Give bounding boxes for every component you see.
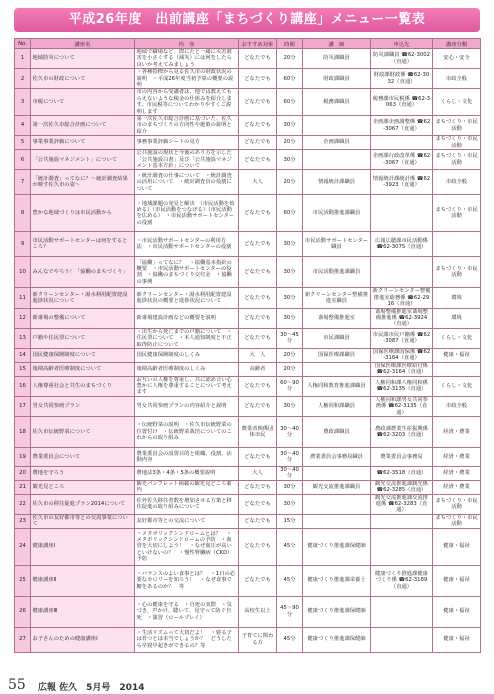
column-header-name: 講座名 <box>31 39 135 49</box>
cell-target: どなたでも <box>239 448 277 467</box>
cell-content: ・メタボリックシンドロームとは？ ・メタボリックシンドロームの予防 ・血管を大切にしよう！ ・なぜ血圧が高いといけないの？ ・慢性腎臓病（CKD）予防 <box>135 528 239 565</box>
cell-name: 「統計調査」ってなに？～統計調査結果が映す佐久市の姿～ <box>31 170 135 195</box>
cell-no: 10 <box>15 257 31 288</box>
cell-lecturer: 人権同和課職員 <box>303 396 371 416</box>
cell-time: 15分 <box>277 514 303 528</box>
cell-contact <box>371 596 433 627</box>
cell-time: 30分 <box>277 480 303 494</box>
cell-contact: 財政課財政係 ☎62-3032（直通） <box>371 69 433 89</box>
cell-category: まちづくり・市民活動 <box>433 116 481 136</box>
cell-no: 17 <box>15 396 31 416</box>
cell-category: 市政全般 <box>433 396 481 416</box>
cell-content: 新クリーンセンター・湯水利用配置建設進捗状況の概要と進捗状況について <box>135 288 239 308</box>
table-header-row <box>15 39 481 49</box>
cell-content: 男女共同参画プランの内容紹介と説明 <box>135 396 239 416</box>
cell-no: 25 <box>15 565 31 596</box>
cell-lecturer <box>303 467 371 481</box>
cell-target: 農業者関係団体市民 <box>239 417 277 448</box>
cell-category: 経済・農業 <box>433 467 481 481</box>
cell-name: 新斎場の整備について <box>31 308 135 328</box>
cell-time: 30～45分 <box>277 328 303 348</box>
table-row <box>15 528 481 565</box>
cell-category: くらし・文化 <box>433 328 481 348</box>
cell-no: 27 <box>15 627 31 652</box>
cell-lecturer: 税務課職員 <box>303 89 371 116</box>
cell-time: 30分 <box>277 308 303 328</box>
cell-content: 観光パンフレット掲載の観光見どころ案内 <box>135 480 239 494</box>
cell-category: 環境 <box>433 308 481 328</box>
cell-target: 大 人 <box>239 348 277 362</box>
cell-lecturer: 農政課職員 <box>303 417 371 448</box>
cell-no: 2 <box>15 69 31 89</box>
cell-contact: 税務課市民税係 ☎62-3063（直通） <box>371 89 433 116</box>
cell-content: お互いの人権を尊重し、共に認め合い心豊かに人権を尊重することについて考えます <box>135 376 239 396</box>
table-row <box>15 596 481 627</box>
cell-contact: 防災課職員 ☎62-3002（直通） <box>371 49 433 69</box>
cell-no: 21 <box>15 480 31 494</box>
page-title: 平成26年度 出前講座「まちづくり講座」メニュー一覧表 <box>14 8 480 32</box>
cell-time: 20分 <box>277 362 303 376</box>
table-row <box>15 480 481 494</box>
cell-category: 経済・農業 <box>433 448 481 467</box>
cell-name: 佐久市の移住促進プラン2014について <box>31 494 135 514</box>
table-row <box>15 328 481 348</box>
cell-no: 5 <box>15 136 31 150</box>
cell-time: 30分 <box>277 232 303 257</box>
table-row <box>15 448 481 467</box>
cell-time: 45分 <box>277 627 303 652</box>
cell-content: ・伝統野菜の説明 ・佐久市伝統野菜の位置付け ・伝統野菜栽培についてのこれからの取り組み <box>135 417 239 448</box>
cell-contact: 情報統計課統計係 ☎62-3923（直通） <box>371 170 433 195</box>
cell-target: どなたでも <box>239 565 277 596</box>
cell-category: 環境 <box>433 288 481 308</box>
cell-no: 22 <box>15 494 31 514</box>
column-header-time: 時間 <box>277 39 303 49</box>
table-row <box>15 376 481 396</box>
cell-no: 7 <box>15 170 31 195</box>
cell-content: 「協働」ってなに？ ・協働基本指針の概要 ・市民活動サポートセンターの役割 ・協働のまちづくり交付金 ・協働の事例 <box>135 257 239 288</box>
cell-no: 16 <box>15 376 31 396</box>
cell-target: どなたでも <box>239 376 277 396</box>
cell-name: 健康講座Ⅲ <box>31 596 135 627</box>
cell-lecturer <box>303 362 371 376</box>
cell-target: 大人 <box>239 170 277 195</box>
cell-time: 30～40分 <box>277 448 303 467</box>
cell-content: 第一次佐久市総合計画に基づいた、佐久市のまちづくりの方向性や施策の説明と紹介 <box>135 116 239 136</box>
table-row <box>15 136 481 150</box>
cell-target: どなたでも <box>239 528 277 565</box>
cell-content: ・生活リズムって大切だよ！ ・寝る子は育つとは本当でしょうか？ どうしたら早寝早起きができるの？等 <box>135 627 239 652</box>
table-row <box>15 308 481 328</box>
cell-time: 60分 <box>277 195 303 232</box>
cell-contact: 国保医療課医療給付係 ☎62-3164（直通） <box>371 362 433 376</box>
table-row <box>15 494 481 514</box>
cell-lecturer: 健康づくり推進課保健師 <box>303 627 371 652</box>
cell-name: 「公共施設マネジメント」について <box>31 150 135 170</box>
cell-name: 国民健康保険制度について <box>31 348 135 362</box>
cell-time: 30～40分 <box>277 417 303 448</box>
cell-target: どなたでも <box>239 494 277 514</box>
cell-no: 9 <box>15 232 31 257</box>
cell-lecturer: 市民活動サポートセンター職員 <box>303 232 371 257</box>
cell-time: 30分 <box>277 494 303 514</box>
cell-content: ・出生から死亡までの戸籍について ・住民票について ・本人通知制度と不正取得防止について <box>135 328 239 348</box>
cell-target: どなたでも <box>239 150 277 170</box>
cell-content: 農業委員会の設置目的と組織、役割、活動内容 <box>135 448 239 467</box>
cell-time: 30～40分 <box>277 467 303 481</box>
cell-target: どなたでも <box>239 396 277 416</box>
cell-time: 30分 <box>277 150 303 170</box>
cell-time: 30分 <box>277 288 303 308</box>
table-row <box>15 150 481 170</box>
cell-name: みんなでやろう！「協働のまちづくり」 <box>31 257 135 288</box>
table-row <box>15 288 481 308</box>
cell-time: 30分 <box>277 116 303 136</box>
cell-time: 20分 <box>277 170 303 195</box>
cell-name: 農地を守ろう <box>31 467 135 481</box>
cell-no: 24 <box>15 528 31 565</box>
cell-contact: 企画課企画調整係 ☎62-3067（直通） <box>371 116 433 136</box>
cell-lecturer: 健康づくり推進課保健師 <box>303 528 371 565</box>
cell-lecturer: 観光交流推進課職員 <box>303 480 371 494</box>
table-row <box>15 514 481 528</box>
cell-lecturer: 国保医療課職員 <box>303 348 371 362</box>
cell-no: 4 <box>15 116 31 136</box>
cell-time: 30分 <box>277 396 303 416</box>
cell-contact <box>371 514 433 528</box>
cell-contact: 人権同和課男女共同参画係 ☎62-3135（直通） <box>371 396 433 416</box>
cell-content: ・市民活動サポートセンターの利用方法 ・市民活動サポートセンターの役割 <box>135 232 239 257</box>
cell-time: 60分 <box>277 69 303 89</box>
cell-lecturer: 新クリーンセンター整備推進室職員 <box>303 288 371 308</box>
cell-time: 20分 <box>277 136 303 150</box>
table-row <box>15 627 481 652</box>
cell-contact: 企画課行政改革係 ☎62-3067（直通） <box>371 150 433 170</box>
column-header-category: 講座分類 <box>433 39 481 49</box>
cell-content: 地域で職場など、際にたと一緒に災害被害を小さくする（減災）には何をしたら良いか考えてみましょう <box>135 49 239 69</box>
cell-name: 観光見どころ <box>31 480 135 494</box>
cell-target: どなたでも <box>239 288 277 308</box>
cell-category: 健康・福祉 <box>433 348 481 362</box>
table-row <box>15 170 481 195</box>
cell-category: まちづくり・市民活動 <box>433 136 481 150</box>
table-row <box>15 257 481 288</box>
cell-no: 8 <box>15 195 31 232</box>
cell-lecturer <box>303 116 371 136</box>
cell-time: 20分 <box>277 348 303 362</box>
cell-target: どなたでも <box>239 480 277 494</box>
cell-name: 健康講座Ⅰ <box>31 528 135 565</box>
cell-name: 地域防災について <box>31 49 135 69</box>
column-header-target: おすすめ対象 <box>239 39 277 49</box>
cell-name: 男女共同参画プラン <box>31 396 135 416</box>
cell-name: 第一次佐久市総合計画について <box>31 116 135 136</box>
table-row <box>15 362 481 376</box>
table-row <box>15 232 481 257</box>
cell-name: 市税について <box>31 89 135 116</box>
cell-category: くらし・文化 <box>433 89 481 116</box>
cell-name: 佐久市の友好都市等との交流事業について <box>31 514 135 528</box>
cell-category: くらし・文化 <box>433 376 481 396</box>
cell-contact: 広報広聴課市民活動係 ☎62-3075（直通） <box>371 232 433 257</box>
column-header-contact: 申込先 <box>371 39 433 49</box>
cell-category: まちづくり・市民活動 <box>433 150 481 170</box>
cell-lecturer: 健康づくり推進課保健師 <box>303 596 371 627</box>
cell-lecturer <box>303 150 371 170</box>
cell-lecturer <box>303 494 371 514</box>
cell-time: 30分 <box>277 257 303 288</box>
cell-lecturer: 防災課職員 <box>303 49 371 69</box>
cell-contact: 斎場整備推進室斎場整備推進係 ☎62-3924（直通） <box>371 308 433 328</box>
cell-target: どなたでも <box>239 308 277 328</box>
cell-name: 佐久市伝統野菜について <box>31 417 135 448</box>
cell-no: 26 <box>15 596 31 627</box>
cell-content: 市の内容から受講者は、他では教えてもらえないような税金の仕組みを紹介します。市民税等についてわかりやすくご説明します <box>135 89 239 116</box>
cell-target: どなたでも <box>239 328 277 348</box>
cell-category: 健康・福祉 <box>433 565 481 596</box>
cell-content: 後期高齢者医療制度のしくみ <box>135 362 239 376</box>
cell-name: 新クリーンセンター・湯水利用配置建設進捗状況について <box>31 288 135 308</box>
cell-contact: 観光交流推進課観光係 ☎62-3285（直通） <box>371 480 433 494</box>
cell-no: 12 <box>15 308 31 328</box>
cell-category: 経済・農業 <box>433 480 481 494</box>
cell-time: 60～90分 <box>277 376 303 396</box>
cell-no: 19 <box>15 448 31 467</box>
cell-name: 豊かな地域づくりは市民活動から <box>31 195 135 232</box>
cell-category: まちづくり・市民活動 <box>433 257 481 288</box>
cell-target: 高齢者 <box>239 362 277 376</box>
cell-lecturer: 農業委員会事務局職員 <box>303 448 371 467</box>
cell-content: ・バランスのよい食事とは？ ・1日の必要なカロリーを知ろう！ ・なぜ食事で糖をあるのか？ 等 <box>135 565 239 596</box>
cell-contact <box>371 257 433 288</box>
cell-lecturer: 財政課職員 <box>303 69 371 89</box>
cell-name: 佐久市の財政について <box>31 69 135 89</box>
cell-name: 健康講座Ⅱ <box>31 565 135 596</box>
footer-bar <box>0 694 494 700</box>
cell-contact: 市民課市民戸籍係 ☎62-3087（直通） <box>371 328 433 348</box>
cell-time: 45分 <box>277 528 303 565</box>
cell-target: どなたでも <box>239 116 277 136</box>
cell-name: 農業委員会について <box>31 448 135 467</box>
cell-lecturer: 市民活動推進課職員 <box>303 257 371 288</box>
cell-no: 1 <box>15 49 31 69</box>
cell-no: 18 <box>15 417 31 448</box>
cell-contact: 新クリーンセンター整備推進室総務係 ☎62-2916（直通） <box>371 288 433 308</box>
cell-target: どなたでも <box>239 195 277 232</box>
page-footer <box>0 672 494 700</box>
cell-content: 事務事業評価シートの見方 <box>135 136 239 150</box>
cell-target: どなたでも <box>239 49 277 69</box>
cell-contact: 人権同和課人権同和係 ☎62-3135（直通） <box>371 376 433 396</box>
cell-target: どなたでも <box>239 257 277 288</box>
cell-content: 佐外佐久移住者数を増加させる方策と移住促進の取り組みについて <box>135 494 239 514</box>
cell-category <box>433 362 481 376</box>
cell-target: どなたでも <box>239 514 277 528</box>
cell-lecturer <box>303 514 371 528</box>
cell-no: 6 <box>15 150 31 170</box>
cell-category: 健康・福祉 <box>433 596 481 627</box>
cell-category: まちづくり・市民活動 <box>433 494 481 514</box>
table-row <box>15 565 481 596</box>
cell-contact <box>371 627 433 652</box>
table-row <box>15 417 481 448</box>
cell-no: 3 <box>15 89 31 116</box>
cell-category: まちづくり・市民活動 <box>433 514 481 528</box>
cell-content: ・心の健康を守る ・自死の実際 ・気づき、声かけ、聴いて、見守って防ぐ自死 ・演習（ロールプレイ） <box>135 596 239 627</box>
table-row <box>15 69 481 89</box>
cell-name: 後期高齢者医療制度について <box>31 362 135 376</box>
cell-content: ・地域課題の発見と解決 （市民活動を始める）（市民活動をつなげる）（市民活動を広める） ・市民活動サポートセンターの役割 <box>135 195 239 232</box>
cell-name: 市民活動サポートセンターは何をするところ？ <box>31 232 135 257</box>
cell-lecturer: 健康づくり推進課栄養士 <box>303 565 371 596</box>
cell-category: 経済・農業 <box>433 417 481 448</box>
table-row <box>15 49 481 69</box>
cell-name: 事業事業評価について <box>31 136 135 150</box>
cell-contact: ☎62-3518（直通） <box>371 467 433 481</box>
cell-content: 友好都市等との交流について <box>135 514 239 528</box>
cell-category: 健康・福祉 <box>433 528 481 565</box>
cell-no: 13 <box>15 328 31 348</box>
cell-no: 11 <box>15 288 31 308</box>
column-header-no: No. <box>15 39 31 49</box>
publication-name: 広報 佐久 5月号 2014 <box>38 683 145 693</box>
cell-category <box>433 232 481 257</box>
cell-name: お子さんのための健康講座Ⅰ <box>31 627 135 652</box>
cell-time: 45～90分 <box>277 596 303 627</box>
cell-lecturer: 市民活動推進課職員 <box>303 195 371 232</box>
cell-contact: 国保医療課国保係 ☎62-3164（直通） <box>371 348 433 362</box>
cell-content: 農地法3条・4条・5条の概要説明 <box>135 467 239 481</box>
cell-category: 健康・福祉 <box>433 627 481 652</box>
cell-name: 人権尊重社会と共生のまちづくり <box>31 376 135 396</box>
cell-category: 安心・安全 <box>433 49 481 69</box>
cell-time: 60分 <box>277 89 303 116</box>
cell-category: まちづくり・市民活動 <box>433 195 481 232</box>
table-row <box>15 89 481 116</box>
cell-contact: 観光交流推進課交流推進係 ☎62-3283（直通） <box>371 494 433 514</box>
cell-target: どなたでも <box>239 232 277 257</box>
cell-lecturer: 人権同和教育推進課職員 <box>303 376 371 396</box>
cell-target: 子育てに関わる方 <box>239 627 277 652</box>
cell-contact: 健康づくり推進課健康づくり係 ☎62-3189（直通） <box>371 565 433 596</box>
cell-name: 戸籍や住民票について <box>31 328 135 348</box>
cell-contact <box>371 136 433 150</box>
cell-category: 市政全般 <box>433 69 481 89</box>
cell-no: 15 <box>15 362 31 376</box>
cell-content: ・各種指標から見る佐久市の財政状況の説明 ・平成26年度当初予算の概要の説明 <box>135 69 239 89</box>
cell-lecturer: 企画課職員 <box>303 136 371 150</box>
table-row <box>15 396 481 416</box>
table-row <box>15 348 481 362</box>
cell-time: 20分 <box>277 49 303 69</box>
cell-contact <box>371 528 433 565</box>
table-row <box>15 116 481 136</box>
column-header-lecturer: 講 師 <box>303 39 371 49</box>
table-row <box>15 467 481 481</box>
cell-content: 公共施設の現状と今後のあり方を示した「公共施設白書」及び「公共施設マネジメント基本方針」について <box>135 150 239 170</box>
cell-target: 大人 <box>239 467 277 481</box>
cell-category: 市政全般 <box>433 170 481 195</box>
cell-contact <box>371 195 433 232</box>
table-row <box>15 195 481 232</box>
cell-contact: 農業委員会事務局 <box>371 448 433 467</box>
cell-content: 新斎場建設計画などの概要を説明 <box>135 308 239 328</box>
cell-no: 23 <box>15 514 31 528</box>
lecture-menu-table <box>14 38 481 653</box>
cell-lecturer: 情報統計課職員 <box>303 170 371 195</box>
column-header-content: 内 容 <box>135 39 239 49</box>
cell-lecturer: 市民課職員 <box>303 328 371 348</box>
cell-content: ・統計調査の仕事について ・統計調査の活用について ・統計調査員の役割について <box>135 170 239 195</box>
cell-no: 20 <box>15 467 31 481</box>
cell-contact: 農政課農業生産振興係 ☎62-3203（直通） <box>371 417 433 448</box>
cell-content: 国民健康保険制度のしくみ <box>135 348 239 362</box>
cell-target: どなたでも <box>239 69 277 89</box>
cell-target: どなたでも <box>239 136 277 150</box>
cell-target: どなたでも <box>239 89 277 116</box>
cell-no: 14 <box>15 348 31 362</box>
cell-lecturer: 斎場整備推進室 <box>303 308 371 328</box>
cell-target: 高校生以上 <box>239 596 277 627</box>
cell-time: 45分 <box>277 565 303 596</box>
page-number: 55 <box>8 677 26 693</box>
